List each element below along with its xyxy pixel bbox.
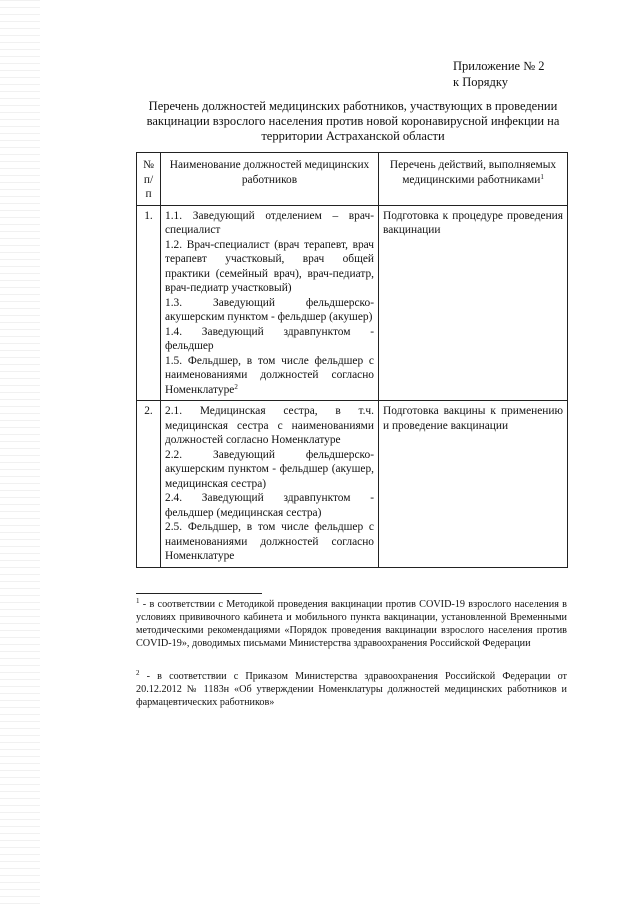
header-actions — [379, 153, 568, 206]
row-2-num: 2. — [137, 401, 161, 568]
header-num: № п/п — [137, 153, 161, 206]
position-item: 1.5. Фельдшер, в том числе фельдшер с наименованиями должностей согласно Номенклатуре — [165, 354, 374, 396]
position-item: 1.3. Заведующий фельдшерско-акушерским пунктом - фельдшер (акушер) — [165, 296, 374, 323]
footnote-2 — [136, 670, 567, 709]
appendix-header — [453, 58, 545, 90]
appendix-line-2: к Порядку — [453, 75, 508, 89]
table-row — [137, 401, 568, 568]
position-item: 1.2. Врач-специалист (врач терапевт, врач терапевт участковый, врач общей практики (семейный врач), врач-педиатр, врач-педиатр участковый) — [165, 238, 374, 294]
row-2-action: Подготовка вакцины к применению и проведение вакцинации — [379, 401, 568, 568]
positions-table — [136, 152, 568, 568]
footnote-divider — [136, 593, 262, 594]
table-row — [137, 205, 568, 401]
footnote-1-mark: 1 — [136, 597, 140, 605]
table-header-row — [137, 153, 568, 206]
position-item: 1.1. Заведующий отделением – врач-специалист — [165, 209, 374, 236]
row-2-positions — [161, 401, 379, 568]
header-position: Наименование должностей медицинских работников — [161, 153, 379, 206]
row-1-action: Подготовка к процедуре проведения вакцинации — [379, 205, 568, 401]
position-item: 2.1. Медицинская сестра, в т.ч. медицинская сестра с наименованиями должностей согласно Номенклатуре — [165, 405, 374, 446]
position-item: 2.5. Фельдшер, в том числе фельдшер с наименованиями должностей согласно Номенклатуре — [165, 521, 374, 562]
row-1-num: 1. — [137, 205, 161, 401]
position-item-with-ref — [165, 354, 374, 398]
footnote-2-mark: 2 — [136, 669, 140, 677]
scan-edge-artifact — [0, 0, 40, 905]
position-item: 2.2. Заведующий фельдшерско-акушерским пунктом - фельдшер (акушер, медицинская сестра) — [165, 448, 374, 490]
appendix-line-1: Приложение № 2 — [453, 59, 545, 73]
footnote-1 — [136, 598, 567, 650]
footnote-1-text: - в соответствии с Методикой проведения вакцинации против COVID-19 взрослого населения в условиях прививочного кабинета и мобильного пункта вакцинации, установленной Временными методическими рекомендациями «Порядок проведения вакцинации взрослого населения против COVID-19», доводимых письмами Министерства здравоохранения Российской Федерации — [136, 599, 567, 649]
position-item: 2.4. Заведующий здравпунктом - фельдшер (медицинская сестра) — [165, 492, 374, 519]
footnote-ref-2: 2 — [234, 382, 238, 391]
footnote-2-text: - в соответствии с Приказом Министерства здравоохранения Российской Федерации от 20.12.2012 № 1183н «Об утверждении Номенклатуры должностей медицинских работников и фармацевтических работников» — [136, 671, 568, 708]
header-actions-text: Перечень действий, выполняемых медицинскими работниками — [389, 159, 557, 186]
position-item: 1.4. Заведующий здравпунктом - фельдшер — [165, 325, 374, 352]
row-1-positions — [161, 205, 379, 401]
document-title: Перечень должностей медицинских работников, участвующих в проведении вакцинации взрослого населения против новой коронавирусной инфекции на территории Астраханской области — [146, 99, 560, 143]
footnote-ref-1: 1 — [540, 172, 544, 181]
